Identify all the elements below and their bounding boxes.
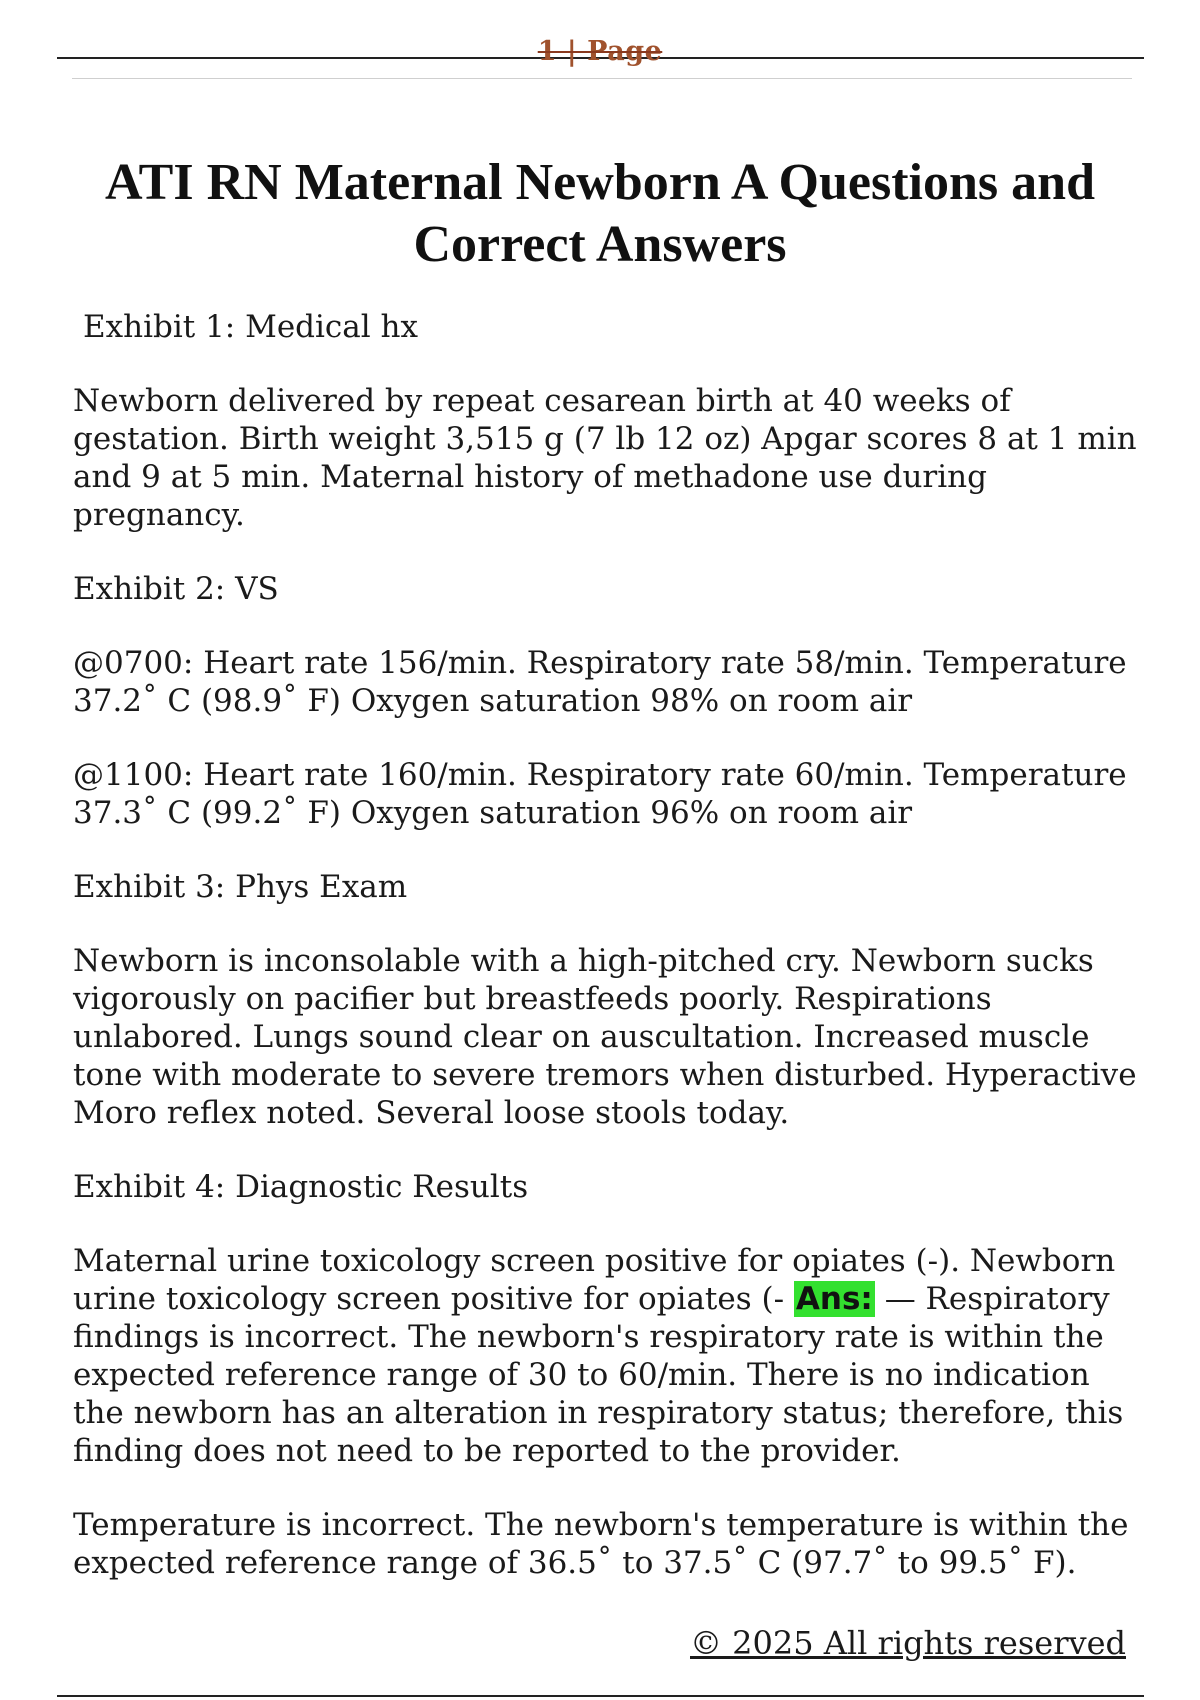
answer-label: Ans:: [795, 1281, 873, 1317]
document-title: ATI RN Maternal Newborn A Questions and Correct Answers: [104, 154, 1095, 273]
exhibit-2-heading: Exhibit 2: VS: [73, 571, 279, 607]
exhibit-1-body: Newborn delivered by repeat cesarean birth at 40 weeks of gestation. Birth weight 3,515 g (7 lb 12 oz) Apgar scores 8 at 1 min and 9 at 5 min. Maternal history of methadone use during pregnancy.: [73, 383, 1137, 533]
exhibit-4-text-after: — Respiratory findings is incorrect. The newborn's respiratory rate is within the expected reference range of 30 to 60/min. There is no indication the newborn has an alteration in respiratory status; therefore, this finding does not need to be reported to the provider.: [73, 1281, 1124, 1469]
exhibit-4-text-before: Maternal urine toxicology screen positive for opiates (-). Newborn urine toxicology screen positive for opiates (-: [73, 1243, 1116, 1317]
copyright-notice: © 2025 All rights reserved: [690, 1624, 1126, 1662]
vitals-0700: @0700: Heart rate 156/min. Respiratory rate 58/min. Temperature 37.2˚ C (98.9˚ F) Oxygen saturation 98% on room air: [73, 645, 1127, 719]
header-rule-secondary: [72, 78, 1132, 79]
exhibit-1-heading: Exhibit 1: Medical hx: [83, 309, 418, 345]
exhibit-4-body: [73, 1242, 1138, 1470]
page-number: 1 | Page: [537, 36, 663, 67]
document-body: [73, 308, 1138, 1618]
exhibit-3-heading: Exhibit 3: Phys Exam: [73, 869, 408, 905]
exhibit-4-heading: Exhibit 4: Diagnostic Results: [73, 1169, 529, 1205]
vitals-1100: @1100: Heart rate 160/min. Respiratory rate 60/min. Temperature 37.3˚ C (99.2˚ F) Oxygen saturation 96% on room air: [73, 757, 1127, 831]
temperature-paragraph: Temperature is incorrect. The newborn's temperature is within the expected reference range of 36.5˚ to 37.5˚ C (97.7˚ to 99.5˚ F).: [73, 1507, 1129, 1581]
footer-rule: [57, 1695, 1144, 1697]
exhibit-3-body: Newborn is inconsolable with a high-pitched cry. Newborn sucks vigorously on pacifier but breastfeeds poorly. Respirations unlabored. Lungs sound clear on auscultation. Increased muscle tone with moderate to severe tremors when disturbed. Hyperactive Moro reflex noted. Several loose stools today.: [73, 943, 1137, 1131]
